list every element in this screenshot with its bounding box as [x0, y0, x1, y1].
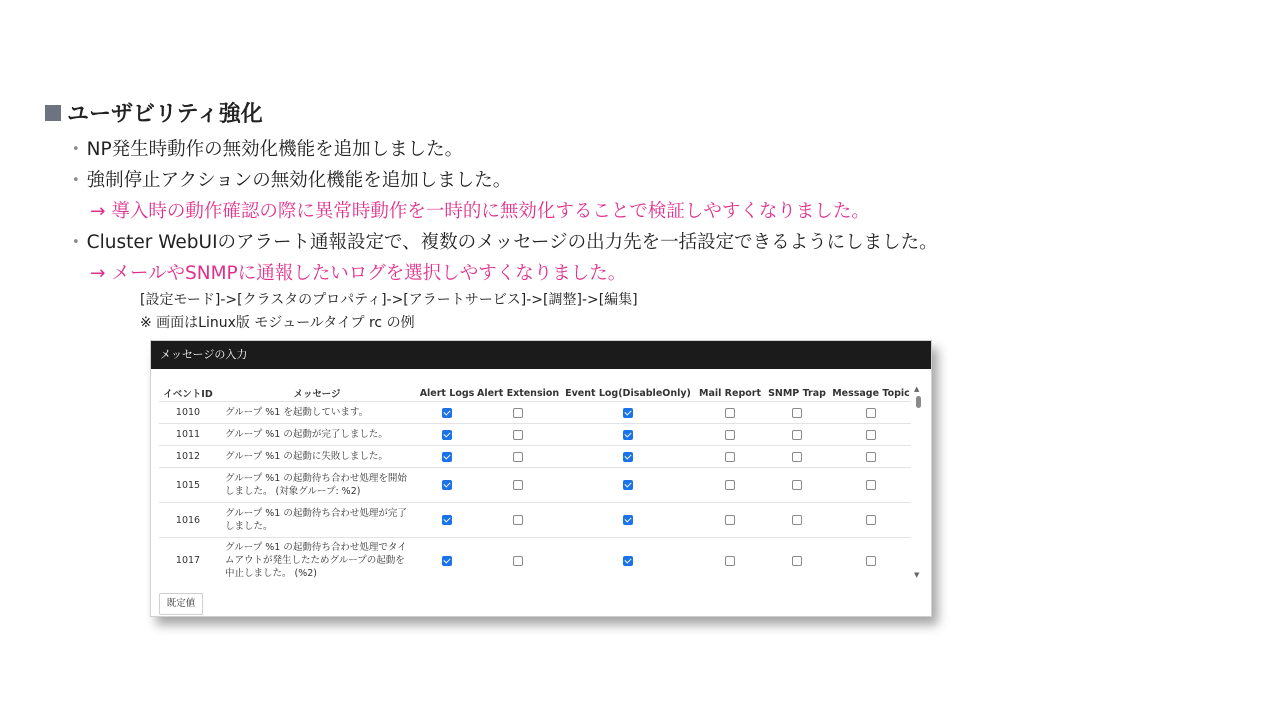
output-checkbox[interactable] [866, 556, 876, 566]
output-checkbox[interactable] [442, 556, 452, 566]
table-row [159, 468, 911, 503]
bullet-2-text: 強制停止アクションの無効化機能を追加しました。 [86, 170, 512, 191]
output-checkbox[interactable] [442, 430, 452, 440]
message-cell: グループ %1 の起動待ち合わせ処理を開始しました。 (対象グループ: %2) [217, 468, 417, 503]
checkbox-cell [697, 503, 763, 538]
bullet-dot-icon: • [72, 235, 80, 250]
checkbox-cell [417, 468, 477, 503]
message-table-area [159, 385, 911, 579]
column-header: Alert Extension [477, 387, 560, 399]
checkbox-cell [417, 424, 477, 446]
column-header: イベントID [163, 389, 213, 400]
output-checkbox[interactable] [866, 515, 876, 525]
checkbox-cell [831, 424, 911, 446]
table-row [159, 446, 911, 468]
note-1: → 導入時の動作確認の際に異常時動作を一時的に無効化することで検証しやすくなりました。 [90, 201, 870, 222]
scrollbar[interactable] [913, 385, 923, 579]
checkbox-cell [831, 538, 911, 580]
output-checkbox[interactable] [866, 452, 876, 462]
output-checkbox[interactable] [442, 480, 452, 490]
note-2: → メールやSNMPに通報したいログを選択しやすくなりました。 [90, 263, 627, 284]
column-header: Event Log(DisableOnly) [565, 387, 691, 399]
output-checkbox[interactable] [792, 452, 802, 462]
checkbox-cell [477, 402, 559, 424]
bullet-3-text: Cluster WebUIのアラート通報設定で、複数のメッセージの出力先を一括設定できるようにしました。 [86, 232, 938, 253]
checkbox-cell [763, 468, 831, 503]
output-checkbox[interactable] [725, 408, 735, 418]
event-id-cell: 1010 [159, 402, 217, 424]
message-cell: グループ %1 の起動待ち合わせ処理が完了しました。 [217, 503, 417, 538]
output-checkbox[interactable] [513, 480, 523, 490]
checkbox-cell [477, 424, 559, 446]
output-checkbox[interactable] [792, 430, 802, 440]
output-checkbox[interactable] [623, 480, 633, 490]
output-checkbox[interactable] [792, 556, 802, 566]
message-cell: グループ %1 の起動に失敗しました。 [217, 446, 417, 468]
checkbox-cell [763, 446, 831, 468]
table-row [159, 538, 911, 580]
message-input-dialog [150, 340, 932, 617]
message-table [159, 385, 911, 579]
checkbox-cell [559, 402, 697, 424]
slide-title-text: ユーザビリティ強化 [67, 102, 263, 127]
column-header: Message Topic [832, 387, 910, 399]
checkbox-cell [831, 468, 911, 503]
checkbox-cell [763, 503, 831, 538]
bullet-1-text: NP発生時動作の無効化機能を追加しました。 [86, 139, 464, 160]
output-checkbox[interactable] [513, 515, 523, 525]
checkbox-cell [763, 402, 831, 424]
checkbox-cell [559, 538, 697, 580]
event-id-cell: 1016 [159, 503, 217, 538]
checkbox-cell [763, 424, 831, 446]
checkbox-cell [697, 468, 763, 503]
output-checkbox[interactable] [866, 408, 876, 418]
event-id-cell: 1017 [159, 538, 217, 580]
output-checkbox[interactable] [442, 408, 452, 418]
table-header-row [159, 385, 911, 402]
checkbox-cell [477, 538, 559, 580]
output-checkbox[interactable] [623, 452, 633, 462]
column-header: Alert Logs [419, 387, 475, 399]
output-checkbox[interactable] [442, 515, 452, 525]
checkbox-cell [697, 446, 763, 468]
output-checkbox[interactable] [623, 430, 633, 440]
output-checkbox[interactable] [792, 408, 802, 418]
checkbox-cell [697, 424, 763, 446]
bullet-dot-icon: • [72, 173, 80, 188]
checkbox-cell [417, 446, 477, 468]
checkbox-cell [417, 538, 477, 580]
output-checkbox[interactable] [725, 452, 735, 462]
table-row [159, 402, 911, 424]
checkbox-cell [697, 538, 763, 580]
bullet-2 [72, 166, 511, 192]
column-header: SNMP Trap [768, 387, 826, 399]
checkbox-cell [477, 503, 559, 538]
output-checkbox[interactable] [442, 452, 452, 462]
slide-title [45, 97, 263, 128]
dialog-title: メッセージの入力 [151, 341, 931, 369]
checkbox-cell [559, 468, 697, 503]
checkbox-cell [831, 503, 911, 538]
table-body [159, 402, 911, 580]
table-row [159, 503, 911, 538]
menu-path: [設定モード]->[クラスタのプロパティ]->[アラートサービス]->[調整]->[編集] [140, 292, 638, 308]
column-header: メッセージ [293, 389, 341, 400]
output-checkbox[interactable] [623, 556, 633, 566]
bullet-3 [72, 228, 938, 254]
scroll-up-icon[interactable]: ▲ [914, 385, 920, 393]
default-values-button[interactable]: 既定値 [159, 593, 203, 615]
output-checkbox[interactable] [623, 408, 633, 418]
square-bullet-icon [45, 105, 61, 121]
message-cell: グループ %1 の起動待ち合わせ処理でタイムアウトが発生したためグループの起動を中止しました。 (%2) [217, 538, 417, 580]
output-checkbox[interactable] [513, 430, 523, 440]
event-id-cell: 1015 [159, 468, 217, 503]
bullet-1 [72, 135, 463, 161]
scroll-down-icon[interactable]: ▼ [914, 571, 920, 579]
checkbox-cell [831, 402, 911, 424]
message-cell: グループ %1 を起動しています。 [217, 402, 417, 424]
event-id-cell: 1011 [159, 424, 217, 446]
footnote: ※ 画面はLinux版 モジュールタイプ rc の例 [140, 315, 415, 331]
checkbox-cell [831, 446, 911, 468]
output-checkbox[interactable] [866, 480, 876, 490]
scroll-thumb[interactable] [916, 396, 921, 408]
output-checkbox[interactable] [513, 452, 523, 462]
output-checkbox[interactable] [725, 480, 735, 490]
output-checkbox[interactable] [725, 515, 735, 525]
output-checkbox[interactable] [725, 556, 735, 566]
message-cell: グループ %1 の起動が完了しました。 [217, 424, 417, 446]
column-header: Mail Report [699, 387, 761, 399]
output-checkbox[interactable] [513, 408, 523, 418]
checkbox-cell [559, 503, 697, 538]
output-checkbox[interactable] [623, 515, 633, 525]
output-checkbox[interactable] [792, 480, 802, 490]
checkbox-cell [417, 503, 477, 538]
output-checkbox[interactable] [513, 556, 523, 566]
output-checkbox[interactable] [792, 515, 802, 525]
checkbox-cell [763, 538, 831, 580]
table-row [159, 424, 911, 446]
output-checkbox[interactable] [725, 430, 735, 440]
output-checkbox[interactable] [866, 430, 876, 440]
checkbox-cell [559, 446, 697, 468]
checkbox-cell [477, 468, 559, 503]
checkbox-cell [697, 402, 763, 424]
checkbox-cell [477, 446, 559, 468]
event-id-cell: 1012 [159, 446, 217, 468]
checkbox-cell [417, 402, 477, 424]
bullet-dot-icon: • [72, 142, 80, 157]
checkbox-cell [559, 424, 697, 446]
